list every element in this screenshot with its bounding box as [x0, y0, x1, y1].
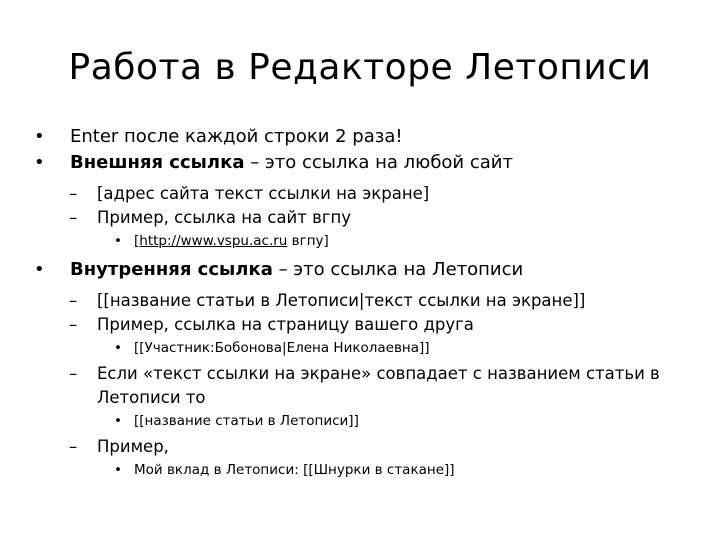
bullet-text-rest: – это ссылка на Летописи — [272, 259, 524, 280]
sub-text: Пример, ссылка на сайт вгпу — [97, 208, 352, 227]
dash-marker: – — [69, 291, 78, 310]
sub-sub-item — [114, 232, 694, 251]
bold-term: Внутренняя ссылка — [70, 259, 273, 280]
bold-term: Внешняя ссылка — [70, 152, 245, 173]
sub-sub-item — [114, 412, 694, 431]
sub-sub-text: [[название статьи в Летописи]] — [134, 413, 359, 429]
bullet-text — [70, 257, 694, 283]
sub-item — [69, 313, 694, 337]
bullet-item — [34, 257, 694, 283]
bullet-marker: • — [114, 413, 122, 429]
bullet-marker: • — [114, 340, 122, 356]
sub-sub-text: Мой вклад в Летописи: [[Шнурки в стакане]] — [134, 462, 455, 478]
sub-text: [адрес сайта текст ссылки на экране] — [97, 184, 430, 203]
bullet-item — [34, 124, 694, 150]
bullet-marker: • — [114, 233, 122, 249]
sub-text: Пример, ссылка на страницу вашего друга — [97, 315, 474, 334]
bullet-text: Enter после каждой строки 2 раза! — [70, 126, 403, 147]
dash-marker: – — [69, 364, 78, 383]
sub-item — [69, 182, 694, 206]
sub-sub-item — [114, 339, 694, 358]
sub-sub-item — [114, 461, 694, 480]
bracket: [ — [134, 233, 140, 249]
dash-marker: – — [69, 184, 78, 203]
sub-item — [69, 435, 694, 459]
sub-sub-text: [[Участник:Бобонова|Елена Николаевна]] — [134, 340, 430, 356]
link-label: вгпу] — [287, 233, 329, 249]
sub-text: Пример, — [97, 437, 169, 456]
sub-item — [69, 289, 694, 313]
vspu-link[interactable]: http://www.vspu.ac.ru — [139, 233, 288, 249]
bullet-item — [34, 150, 694, 176]
sub-text: [[название статьи в Летописи|текст ссылки на экране]] — [97, 291, 586, 310]
bullet-text-rest: – это ссылка на любой сайт — [244, 152, 513, 173]
sub-item — [69, 362, 694, 410]
dash-marker: – — [69, 208, 78, 227]
bullet-marker: • — [34, 152, 45, 173]
bullet-marker: • — [34, 126, 45, 147]
slide-title: Работа в Редакторе Летописи — [68, 47, 652, 88]
bullet-marker: • — [114, 462, 122, 478]
dash-marker: – — [69, 315, 78, 334]
bullet-marker: • — [34, 259, 45, 280]
bullet-text — [70, 150, 694, 176]
dash-marker: – — [69, 437, 78, 456]
slide-content — [34, 124, 694, 480]
sub-item — [69, 206, 694, 230]
sub-sub-text — [134, 232, 694, 251]
sub-text: Если «текст ссылки на экране» совпадает с названием статьи в Летописи то — [97, 364, 660, 407]
